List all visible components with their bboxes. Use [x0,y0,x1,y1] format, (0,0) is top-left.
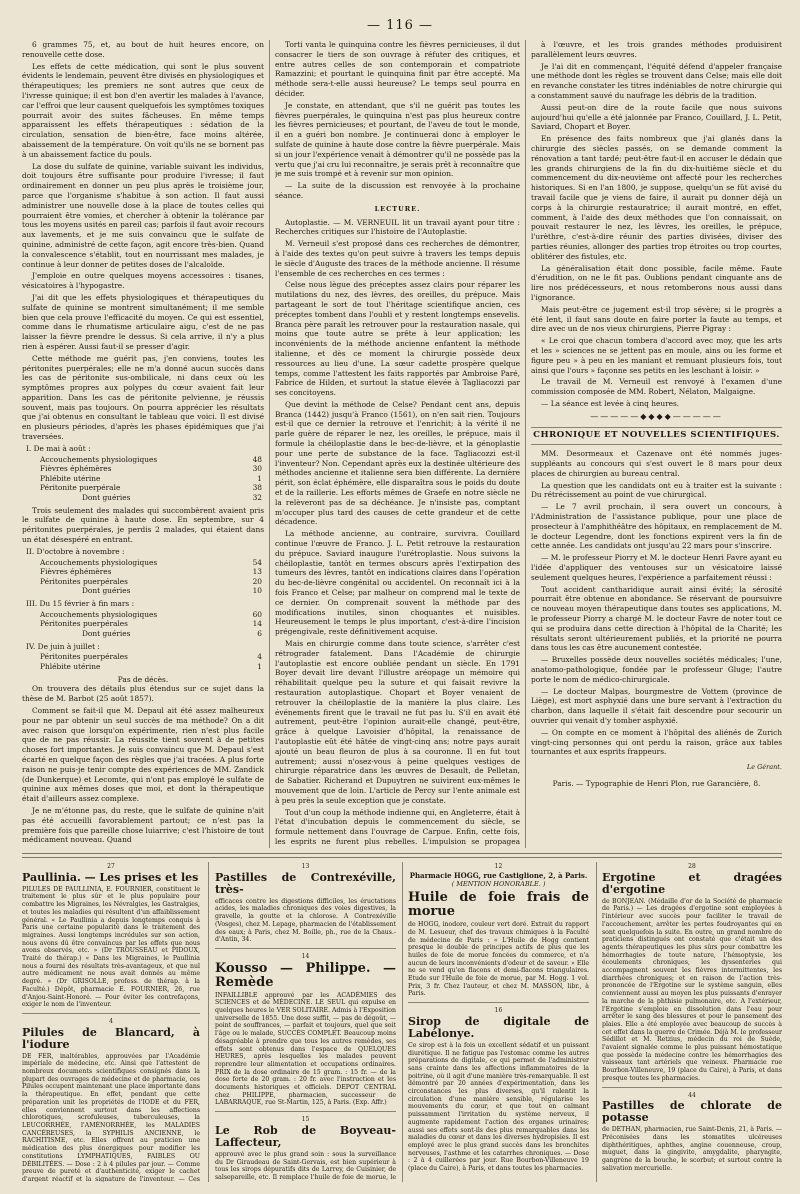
table-row [22,455,264,465]
paragraph: — Le 7 avril prochain, il sera ouvert un concours, à l'Administration de l'assistance publique, pour une place de prosecteur à l'amphithéâtre des hôpitaux, en remplacement de M. le docteur Legendre, dont les fonctions expirent vers la fin de cette année. Les candidats ont jusqu'au 22 mars pour s'inscrire. [531,502,782,551]
row-label: Dont guéries [82,493,131,503]
ad-title: Sirop de digitale de Labélonye. [408,1014,589,1040]
table-row [22,567,264,577]
ad-title: Ergotine et dragées d'ergotine [602,870,782,896]
row-value: 13 [252,567,262,577]
results-table-3 [22,610,264,639]
ad-number: 12 [494,863,503,870]
table-row [22,586,264,596]
no-deaths-note: Pas de décès. [117,674,169,684]
ad-divider [215,948,396,949]
row-value: 6 [257,628,262,638]
row-label: Accouchements physiologiques [40,609,158,619]
paragraph: M. Verneuil s'est proposé dans ces recherches de démontrer, à l'aide des textes qu'on peut suivre à travers les temps depuis le siècle d'Auguste des traces de la méthode ancienne. Il résume l'ensemble de ces recherches en ces termes : [275,239,520,278]
ad-column-3 [408,862,589,1182]
ad-body: de DETHAN, pharmacien, rue Saint-Denis, 21, à Paris. — Préconisées dans les stomatites ulcéreuses diphthéritiques, aphthes, angine couenneuse, croup, muguet, dans la gingivite, amygdalite, pharyngite, gangrène de la bouche, le scorbut; et surtout contre la salivation mercurielle. [602,1126,782,1172]
period-2-heading: II. D'octobre à novembre : [26,546,125,556]
ad-body: efficaces contre les digestions difficiles, les éructations acides, les maladies chroniques des voies digestives, la gravelle, la goutte et la chlorose. A Contrexéville (Vosges), chez M. Lepage, pharmacien de l'établissement des eaux; à Paris, chez M. Boille, ph., rue de la Chaus.-d'Antin, 34. [215,897,396,944]
paragraph: Le travail de M. Verneuil est renvoyé à l'examen d'une commission composée de MM. Robert, Nélaton, Malgaigne. [531,377,782,397]
row-value: 32 [252,493,262,503]
paragraph: — On compte en ce moment à l'hôpital des aliénés de Zurich vingt-cinq personnes qui ont perdu la raison, grâce aux tables tournantes et aux esprits frappeurs. [531,727,782,757]
results-table-1 [22,455,264,503]
ad-divider [408,1002,589,1003]
paragraph: Je constate, en attendant, que s'il ne guérit pas toutes les fièvres puerpérales, le quinquina n'est pas plus heureux contre les fièvres pernicieuses; et pourtant, de l'aveu de tout le monde, il en a guéri bon nombre. Je continuerai donc à employer le sulfate de quinine à haute dose contre la fièvre puerpérale. Mais si un jour l'expérience venait à démontrer qu'il ne possède pas la vertu que j'ai cru lui reconnaître, je serais prêt à reconnaître que je me suis trompé et à revenir sur mon opinion. [275,100,520,179]
advertisements [22,862,782,1182]
column-divider [596,862,597,1182]
row-value: 4 [257,652,262,662]
row-label: Dont guéries [82,628,131,638]
column-1 [22,40,264,848]
table-row [22,493,264,503]
table-row [22,619,264,629]
ad-number: 14 [301,952,310,960]
ad-column-1 [22,862,200,1182]
ad-title: Paullinia. — Les prises et les [22,870,199,884]
table-row [22,483,264,493]
section-heading-lecture: LECTURE. [374,204,421,213]
period-4-heading: IV. De juin à juillet : [26,641,100,651]
table-row [22,558,264,568]
ad-pharmacy-heading: Pharmacie HOGG, rue Castiglione, 2, à Paris. [409,870,588,880]
ad-title: Pilules de Blancard, à l'iodure [22,1025,200,1051]
paragraph: Comment se fait-il que M. Depaul ait été assez malheureux pour ne par obtenir un seul succès de ma méthode? On a dit avec raison que lorsqu'on expérimente, rien n'est plus facile que de ne pas réussir. La réussite tient souvent à de petites choses fort importantes. Je suis convaincu que M. Depaul s'est écarté en quelque façon des règles que j'ai tracées. A plus forte raison ne puis-je tenir compte des expériences de MM. Zandick (de Dunkerque) et Lecomte, qui n'ont pas employé le sulfate de quinine aux mêmes doses que moi, et dont la thérapeutique était d'ailleurs assez complexe. [22,705,264,804]
row-value: 1 [257,473,262,483]
paragraph: Mais en chirurgie comme dans toute science, s'arrêter c'est rétrograder fatalement. Dans l'Académie de chirurgie l'autoplastie est encore oubliée pendant un siècle. En 1791 Boyer devait lire devant l'illustre aréopage un mémoire qui réhabilitait quelque peu la suture et qui faisait revivre la restauration autoplastique. Chopart et Boyer venaient de retrouver la chéiloplastie de la manière la plus claire. Les événements firent que le travail ne fut pas lu. S'il en avait été autrement, peut-être l'opinion aurait-elle changé, peut-être, grâce à quelque Lavoisier d'hôpital, la renaissance de l'autoplastie eût été hâtée de vingt-cinq ans; notre pays aurait ajouté un beau fleuron de plus à sa couronne. Il en fut tout autrement; aussi n'osez-vous à peine quelques vestiges de chirurgie réparatrice dans les œuvres de Desault, de Pelletan, de Sabatier. Richerand et Dupuytren ne suivirent eux-mêmes le mouvement que de loin. L'article de Percy sur l'ente animale est à peu près la seule exception que je constate. [275,639,520,805]
paragraph: Tout d'un coup la méthode indienne qui, en Angleterre, était à l'état d'incubation depuis le commencement du siècle, se formule nettement dans l'ouvrage de Carpue. Enfin, cette fois, les esprits ne furent plus rebelles. L'impulsion se propagea [275,807,520,846]
row-label: Fièvres éphémères [40,567,112,577]
row-label: Phlébite utérine [40,661,101,671]
paragraph: La méthode ancienne, au contraire, survivra. Couillard continue l'œuvre de Franco. J. L. Petit retrouve la restauration du prépuce. Saviard inaugure l'urétroplastie. Nous suivons la chéiloplastie, tantôt en termes obscurs après l'extirpation des tumeurs des lèvres, tantôt en indications claires dans l'opération du bec-de-lièvre congénital ou accidentel. On reconnaît ici à la fois Franco et Celse; par malheur on comprend mal le texte de ce dernier. On comprenait souvent la méthode par des modifications inutiles, sinon choquantes et nuisibles. Heureusement le temps le plus important, c'est-à-dire l'incision prégengivale, reste définitivement acquise. [275,529,520,637]
column-3 [531,40,782,848]
row-label: Phlébite utérine [40,473,101,483]
section-rule [22,853,782,854]
row-value: 38 [252,483,262,493]
ad-number: 28 [688,863,696,870]
paragraph: J'emploie en outre quelques moyens accessoires : tisanes, vésicatoires à l'hypogastre. [22,271,264,291]
column-divider [269,40,270,848]
column-2 [275,40,520,848]
ornament-divider: —————◆◆◆◆————— [590,411,723,421]
ad-number: 16 [494,1007,503,1015]
ad-number: 27 [107,863,115,870]
ad-number: 15 [301,1116,310,1124]
period-3-heading: III. Du 15 février à fin mars : [26,599,135,608]
row-value: 20 [252,576,262,586]
paragraph: Torti vanta le quinquina contre les fièvres pernicieuses, il dut consacrer le tiers de son ouvrage à réfuter des critiques, et entre autres celles de son contemporain et compatriote Ramazzini; et pourtant le quinquina finit par être accepté. Ma méthode sera-t-elle aussi heureuse? Le temps seul pourra en décider. [275,40,520,98]
ad-title: Le Rob de Boyveau-Laffecteur, [215,1123,396,1149]
row-value: 1 [257,661,262,671]
ad-subheading: ( MENTION HONORABLE. ) [451,880,546,889]
ad-divider [22,1013,200,1014]
column-divider [525,40,526,848]
results-table-2 [22,558,264,596]
paragraph: — M. le professeur Piorry et M. le docteur Henri Favre ayant eu l'idée d'appliquer des ventouses sur un vésicatoire laissé seulement quelques heures, l'expérience a parfaitement réussi : [531,553,782,582]
paragraph: Trois seulement des malades qui succombèrent avaient pris le sulfate de quinine à haute dose. En septembre, sur 4 péritonites puerpérales, je perdis 2 malades, qui étaient dans un état désespéré en entrant. [22,505,264,545]
paragraph: Je l'ai dit en commençant, l'équité défend d'appeler française une méthode dont les règles se trouvent dans Celse; mais elle doit en revanche constater les titres indéniables de notre chirurgie qui a constamment sauvé du naufrage les débris de la tradition. [531,61,782,100]
row-label: Accouchements physiologiques [40,454,158,464]
row-label: Accouchements physiologiques [40,557,158,567]
row-value: 48 [252,454,262,464]
ad-body: de BONJEAN. (Médaille d'or de la Société de pharmacie de Paris.) — Les dragées d'ergotine sont employées à l'intérieur avec succès pour faciliter le travail de l'accouchement, arrêter les pertes foudroyantes qui en sont quelquefois la suite. En outre, un grand nombre de praticiens distingués ont constaté que c'était un des agents thérapeutiques les plus sûrs pour combattre les hémorrhagies de toute nature, l'hémoptysie, les écoulements chroniques, les dyssenteries qui accompagnent souvent les fièvres intermittentes, les diarrhées chroniques; et en raison de l'action très-prononcée de l'Ergotine sur le système sanguin, elles conviennent aussi au moyen les plus puissants d'enrayer la marche de la phthisie pulmonaire, etc. A l'extérieur, l'Ergotine s'emploie en dissolution dans l'eau pour arrêter le sang des blessures et pour le pansement des plaies. Elle a été employée avec beaucoup de succès à cet effet dans la guerre de Crimée. Déjà M. le professeur Sédillot et M. Retzius, médecin du roi de Suède, l'avaient signalée comme le plus puissant hémostatique que possède la médecine contre les hémorrhagies des vaisseaux tant artériels que veineux. Pharmacie rue Bourbon-Villeneuve, 19 (place du Caire), à Paris, et dans presque toutes les pharmacies. [602,897,782,1082]
ad-body: INFAILLIBLE approuvé par les ACADÉMIES des SCIENCES et de MÉDECINE. LE SEUL qui expulse en quelques heures le VER SOLITAIRE. Admis à l'Exposition universelle de 1855. Une dose suffit, — pas de dégoût, — point de souffrances, — parfait et toujours, quel que soit l'âge ou le malade, SUCCÈS COMPLET. Beaucoup moins désagréable à prendre que tous les autres remèdes, ses effets sont obtenus dans l'espace de QUELQUES HEURES, après lesquelles les malades peuvent reprendre leur alimentation et occupations ordinaires. PRIX de la dose ordinaire de 15 gram. : 15 fr. — de la dose forte de 20 gram. : 20 fr. avec l'instruction et les documents historiques et officiels. DEPOT CENTRAL chez PHILIPPE, pharmacien, successeur de LABARRAQUE, rue St-Martin, 125, à Paris. (Exp. Affr.) [215,991,396,1107]
row-label: Péritonites puerpérales [40,619,128,629]
paragraph: — Le docteur Malpas, bourgmestre de Vottem (province de Liège), est mort asphyxié dans une bure servant à l'extraction du charbon, dans laquelle il s'était fait descendre pour secourir un ouvrier qui venait d'y tomber asphyxié. [531,686,782,725]
table-row [22,610,264,620]
table-row [22,652,264,662]
row-label: Péritonites puerpérales [40,652,128,662]
ad-title: Kousso — Philippe. — Remède [215,960,396,990]
paragraph: Que devint la méthode de Celse? Pendant cent ans, depuis Branca (1442) jusqu'à Franco (1561), on n'en sait rien. Toujours est-il que ce dernier la retrouve et l'enrichit; à la vérité il ne parle guère de réparer le nez, les oreilles, le prépuce, mais il formule la chéiloplastie dans le bec-de-lièvre, et la génoplastie pour une perte de substance de la face. Tagliacozzi est-il l'inventeur? Non. Cependant après eux la destinée ultérieure des méthodes ancienne et italienne sera bien différente. La dernière périt, son éclat éphémère, elle disparaîtra sous le poids du doute et de la raillerie. Les efforts mêmes de Graefe en notre siècle ne la relèveront pas de sa déchéance. Je n'insiste pas, comptant m'occuper plus tard des causes de cette grandeur et de cette décadence. [275,399,520,527]
row-value: 54 [252,557,262,567]
ad-body: approuvé avec le plus grand soin : sous la surveillance du Dr Giraudeau de Saint-Gervais, est bien supérieur à tous les sirops dépuratifs dits de Larrey, de Cuisinier, de salsepareille, etc. Il remplace l'huile de foie de morue, le [215,1150,396,1181]
ad-title: Huile de foie frais de morue [408,890,589,920]
ad-body: PILULES DE PAULLINIA, E. FOURNIER, constituent le traitement le plus sûr et le plus populaire pour combattre les Migraines, les Névralgies, les Gastralgies, et toutes les maladies qui résultent d'un affaiblissement général. « Le Paullinia a depuis longtemps conquis à Paris une certaine popularité dans le traitement des migraines. Aussi longtemps incrédules sur son action, nous avons dû être convaincus par les effets que nous avons observés, etc. » (Dr TROUSSEAU et PIDOUX, Traité de thérap.) « Dans les Migraines, le Paullinia nous a fourni des résultats très-avantageux, et que nul autre médicament ne nous avait donnés au même degré. » (Dr GRISOLLE, profess. de thérap. à la Faculté.) Dépôt, pharmacie E. FOURNIER, 26, rue d'Anjou-Saint-Honoré. — Pour éviter les contrefaçons, exiger le nom de l'inventeur. [22,885,200,1009]
paragraph: La dose du sulfate de quinine, variable suivant les individus, doit toujours être suffisante pour produire l'ivresse; il faut ordinairement en donner un peu plus après le troisième jour, parce que l'organisme s'habitue à son action. Il faut aussi administrer une nouvelle dose à la place de toutes celles qui pourraient être vomies, et chercher à obtenir la tolérance par tous les moyens usités en pareil cas; parfois il faut avoir recours aux lavements, et je me suis convaincu que le sulfate de quinine, administré de cette façon, agit encore très-bien. Quand la convalescence s'établit, tout en nourrissant mes malades, je continue à leur donner de petites doses de l'alcaloïde. [22,161,264,269]
article-area [22,40,782,848]
column-divider [208,862,209,1182]
table-row [22,662,264,672]
paragraph: J'ai dit que les effets physiologiques et thérapeutiques du sulfate de quinine se montrent simultanément; il me semble bien que cela prouve l'efficacité du moyen. Ce qui est essentiel, comme dans le rhumatisme articulaire aigu, c'est de ne pas laisser la fièvre prendre le dessus. Si cela arrive, il n'y a plus rien à espérer. Aussi faut-il se presser d'agir. [22,292,264,351]
column-divider [402,862,403,1182]
paragraph: — La suite de la discussion est renvoyée à la prochaine séance. [275,181,520,200]
ad-column-4 [602,862,782,1182]
lecture-lead: Autoplastie. — M. VERNEUIL lit un travail ayant pour titre : Recherches critiques sur l'histoire de l'Autoplastie. [275,217,520,237]
section-rule [22,857,782,858]
ad-divider [602,1087,782,1088]
row-value: 14 [252,619,262,629]
table-row [22,474,264,484]
row-label: Fièvres éphémères [40,464,112,474]
paragraph: MM. Desormeaux et Cazenave ont été nommés juges-suppléants au concours qui s'est ouvert le 8 mars pour deux places de chirurgien au bureau central. [531,449,782,478]
paragraph: Cette méthode me guérit pas, j'en conviens, toutes les péritonites puerpérales; elle ne m'a donné aucun succès dans les cas de péritonite sus-ombilicale, ni dans ceux où les symptômes propres aux polypes du cœur avaient fait leur apparition. Dans les cas de péritonite pelvienne, je réussis souvent, mais pas toujours. On pourra apprécier les résultats que j'ai obtenus en consultant le tableau que voici. Il est divisé en plusieurs périodes, d'après les phases épidémiques que j'ai traversées. [22,353,264,442]
ad-body: DE FER, inaltérables, approuvées par l'Académie impériale de médecine, etc. Ainsi que l'attestent de nombreux documents scientifiques consignés dans la plupart des ouvrages de médecine et de pharmacie, ces Pilules occupent maintenant une place importante dans la thérapeutique. En effet, pendant que cette préparation unit les propriétés de l'IODE et du FER, elles conviennent surtout dans les affections chlorotiques, scrofuleuses, tuberculeuses, la LEUCORRHÉE, l'AMÉNORRHÉE, les MALADIES CANCÉREUSES, la SYPHILIS ANCIENNE, le RACHITISME, etc. Elles offrent au praticien une médication des plus énergiques pour modifier les constitutions LYMPHATIQUES, FAIBLES OU DÉBILITÉES. — Dose : 2 à 4 pilules par jour. — Comme preuve de pureté et d'authenticité, exiger le cachet d'argent réactif et la signature de l'inventeur. — Ces [22,1052,200,1182]
ad-number: 13 [301,863,310,870]
row-value: 60 [252,609,262,619]
paragraph: « Le croi que chacun tombera d'accord avec moy, que les arts et les » sciences ne se jettent pas en moule, ains ou les forme et figure peu » à peu en les maniant et remuant plusieurs fois, tout ainsi que l'ours » façonne ses petits en les leschant à loisir. » [531,336,782,375]
row-label: Dont guéries [82,586,131,596]
table-row [22,577,264,587]
ad-divider [215,1111,396,1112]
paragraph: Aussi peut-on dire de la route facile que nous suivons aujourd'hui qu'elle a été jalonnée par Franco, Couillard, J. L. Petit, Saviard, Chopart et Boyer. [531,102,782,132]
paragraph: La généralisation était donc possible, facile même. Faute d'érudition, on ne le fit pas. Oublions pendant cinquante ans de lire nos prédécesseurs, et nous retomberons nous aussi dans l'ignorance. [531,263,782,302]
paragraph: 6 grammes 75, et, au bout de huit heures encore, on renouvelle cette dose. [22,40,264,59]
ad-number: 4 [109,1017,113,1025]
table-row [22,464,264,474]
row-value: 30 [252,464,262,474]
period-1-heading: I. De mai à août : [26,443,91,453]
paragraph: La question que les candidats ont eu à traiter est la suivante : Du rétrécissement au point de vue chirurgical. [531,480,782,500]
signature: Le Gérant. [746,763,782,772]
paragraph: En présence des faits nombreux que j'ai glanés dans la chirurgie des siècles passés, on se demande comment la rénovation a tant tardé; peut-être faut-il en accuser le dédain que les grands chirurgiens de la fin du dix-huitième siècle et du commencement du dix-neuvième ont affecté pour les recherches historiques. Si en l'an 1800, je suppose, quelqu'un se fût avisé du travail facile que je viens de faire, il aurait pu donner déjà un corps à la chirurgie restauratrice; il aurait montré, en effet, comment, à l'aide des deux méthodes que l'on connaissait, on pouvait restaurer le nez, les lèvres, les oreilles, le prépuce, l'urèthre, c'est-à-dire réunir des parties divisées, diviser des parties réunies, allonger des parties trop étroites ou trop courtes, oblitérer des fistules, etc. [531,134,782,261]
ad-column-2 [215,862,396,1182]
ad-body: de HOGG, inodore, couleur vert doré. Extrait du rapport de M. Lesueur, chef des travaux chimiques à la Faculté de médecine de Paris : « L'Huile de Hogg contient presque le double de principes actifs de plus que les huiles de foie de morue foncées du commerce, et n'a aucun de leurs inconvénients d'odeur et de saveur. » Elle ne se vend qu'en flacons et demi-flacons triangulaires. Etude sur l'Huile de foie de morue, par M. Hogg. 1 vol. Prix, 3 fr. Chez l'auteur, et chez M. MASSON, libr., à Paris. [408,921,589,998]
printer-line: Paris. — Typographie de Henri Plon, rue Garancière, 8. [552,778,761,788]
page-number: — 116 — [366,18,434,33]
ad-number: 44 [688,1091,696,1099]
paragraph: Je ne m'étonne pas, du reste, que le sulfate de quinine n'ait pas été accueilli favorablement partout; ce n'est pas la première fois que pareille chose luiarrive; c'est l'histoire de tout médicament nouveau. Quand [22,805,264,845]
paragraph: — La séance est levée à cinq heures. [541,398,680,408]
paragraph: On trouvera des détails plus étendus sur ce sujet dans la thèse de M. Barbot (25 août 1857). [22,684,264,704]
paragraph: à l'œuvre, et les trois grandes méthodes produisirent parallèlement leurs œuvres. [531,40,782,59]
row-label: Péritonite puerpérale [40,483,121,493]
paragraph: Mais peut-être ce jugement est-il trop sévère; si le progrès a été lent, il faut sans doute en faire porter la faute au temps, et dire avec un de nos vieux chirurgiens, Pierre Pigray : [531,304,782,334]
table-row [22,629,264,639]
ad-title: Pastilles de Contrexéville, très- [215,870,396,896]
paragraph: Les effets de cette médication, qui sont le plus souvent évidents le lendemain, peuvent être divisés en physiologiques et thérapeutiques; les premiers ne sont autres que ceux de l'ivresse quinique; il est bon d'en avertir les malades à l'avance, car l'effroi que leur causent quelquefois les symptômes toxiques pourrait avoir des suites fâcheuses. En même temps apparaissent les effets thérapeutiques : sédation de la circulation, sensation de bien-être, face moins altérée, abaissement de la température. On voit qu'ils ne se bornent pas à un abaissement factice du pouls. [22,61,264,159]
row-label: Péritonites puerpérales [40,576,128,586]
paragraph: Tout accident cantharidique aurait ainsi évité; la sérosité pourrait être obtenue en abondance. Se réservant de poursuivre ce nouveau moyen thérapeutique dans toutes ses applications, M. le professeur Piorry a chargé M. le docteur Favre de noter tout ce qui se produira dans cette direction à l'hôpital de la Charité; les résultats seront ultérieurement publiés, et la priorité ne pourra dans tous les cas être aucunement contestée. [531,584,782,653]
chronicle-heading: CHRONIQUE ET NOUVELLES SCIENTIFIQUES. [531,427,782,445]
ad-body: Ce sirop est à la fois un excellent sédatif et un puissant diurétique. Il ne fatigue pas l'estomac comme les autres préparations de digitale, ce qui permet de l'administrer sans crainte dans les affections inflammatoires de la poitrine, où il agit d'une manière très-remarquable. Il est démontré par 20 années d'expérimentation, dans les circonstances les plus diverses, qu'il ralentit la circulation d'une manière sensible, régularise les mouvements du cœur, et que tout en calmant puissamment l'irritation du système nerveux, il augmente rapidement l'action des organes urinaires; aussi ses effets sont-ils des plus remarquables dans les maladies du cœur et dans les diverses hydropisies. Il est employé avec le plus grand succès dans les bronchites nerveuses, l'asthme et les catarrhes chroniques. — Dose : 2 à 4 cuillerées par jour. Rue Bourbon-Villeneuve 19 (place du Caire), à Paris, et dans toutes les pharmacies. [408,1041,589,1173]
row-value: 10 [252,586,262,596]
results-table-4 [22,652,264,671]
paragraph: Celse nous lègue des préceptes assez clairs pour réparer les mutilations du nez, des lèvres, des oreilles, du prépuce. Mais partageant le sort de tout l'héritage scientifique ancien, ces préceptes tombent dans l'oubli et y restent longtemps ensevelis. Branca père paraît les retrouver pour la restauration nasale, qui moins que toute autre se prête à leur application; les inconvénients de la méthode ancienne enfantent la méthode italienne, et dès ce moment la chirurgie possède deux ressources au lieu d'une. La sœur cadette prospère quelque temps, comme l'attestent les faits rapportés par Ambroise Paré, Fabrice de Hilden, et surtout la statue élevée à Tagliacozzi par ses concitoyens. [275,280,520,398]
ad-title: Pastilles de chlorate de potasse [602,1099,782,1125]
paragraph: — Bruxelles possède deux nouvelles sociétés médicales; l'une, anatomo-pathologique, fondée par le professeur Gluge; l'autre porte le nom de médico-chirurgicale. [531,655,782,684]
